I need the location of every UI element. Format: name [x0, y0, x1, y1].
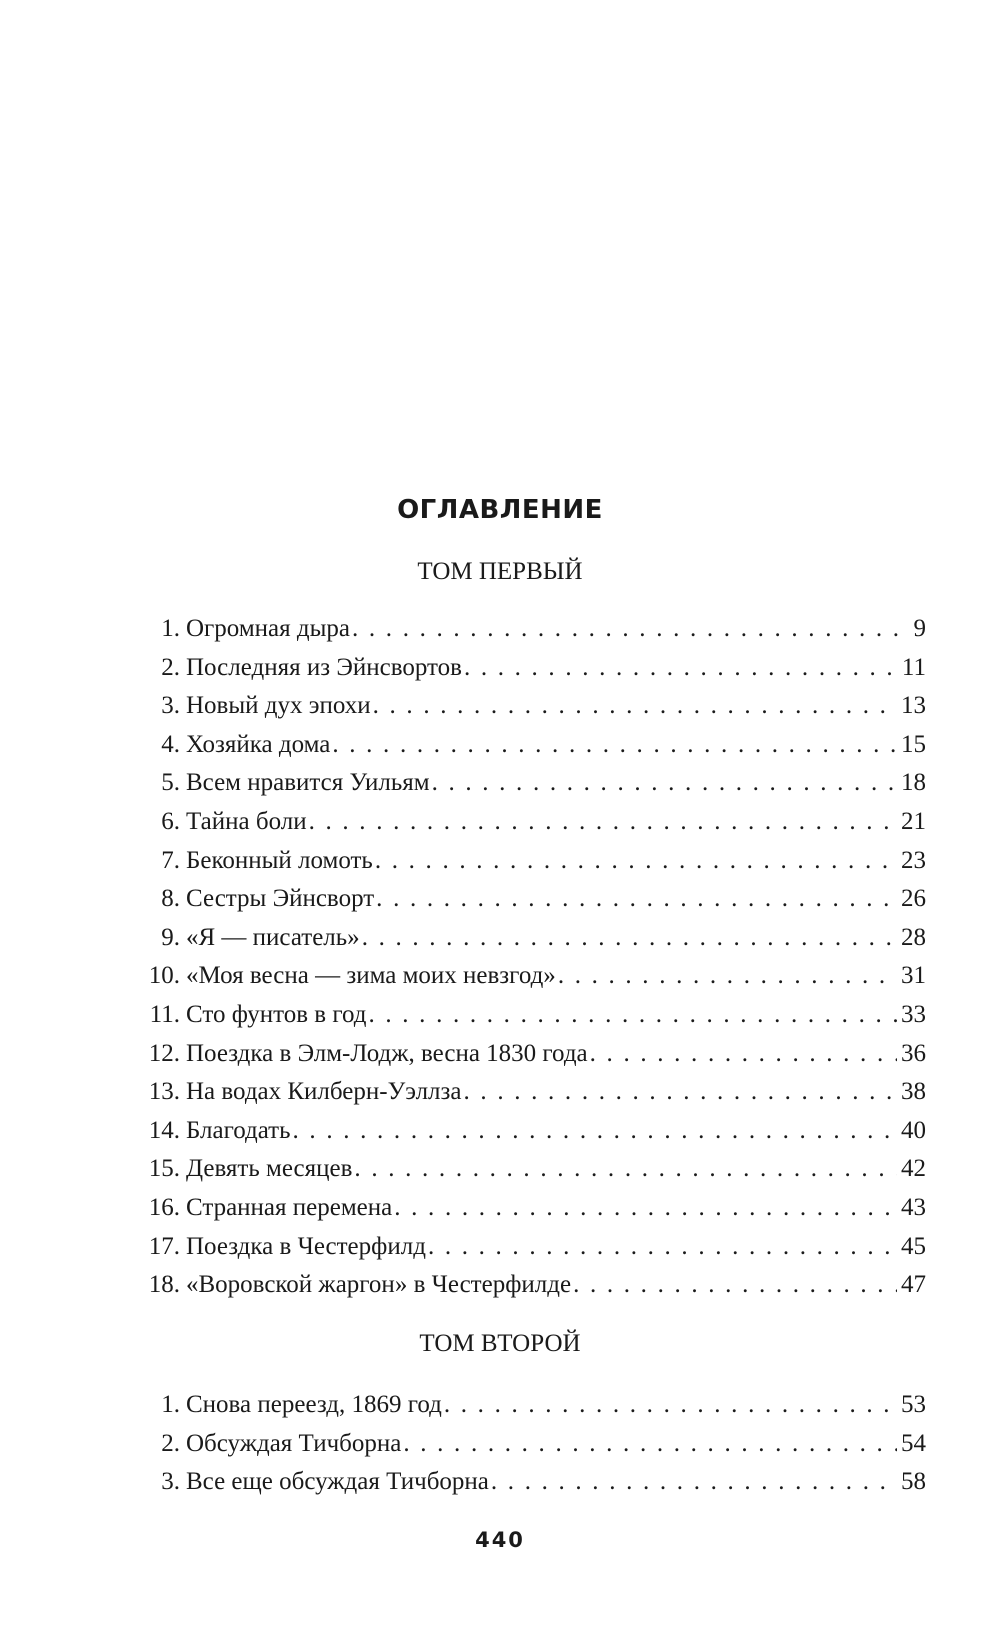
dot-leader [332, 726, 897, 764]
toc-list-volume-1 [140, 610, 926, 1305]
entry-title: Девять месяцев [186, 1155, 353, 1183]
toc-entry [140, 803, 926, 842]
entry-title: «Моя весна — зима моих невзгод» [186, 962, 556, 990]
toc-entry [140, 842, 926, 881]
entry-title: Обсуждая Тичборна [186, 1429, 402, 1457]
entry-page-number: 54 [901, 1429, 926, 1457]
entry-number: 15. [148, 1155, 180, 1183]
entry-title: Сестры Эйнсворт [186, 885, 375, 913]
entry-page-number: 58 [901, 1468, 926, 1496]
entry-number: 17. [148, 1232, 180, 1260]
entry-title: «Воровской жаргон» в Честерфилде [186, 1271, 572, 1299]
entry-title: Хозяйка дома [186, 730, 331, 758]
toc-entry [140, 764, 926, 803]
dot-leader [464, 1073, 897, 1111]
toc-entry [140, 996, 926, 1035]
dot-leader [293, 1112, 897, 1150]
entry-title: Снова переезд, 1869 год [186, 1391, 442, 1418]
toc-entry [140, 1112, 926, 1151]
dot-leader [558, 957, 897, 995]
toc-entry [140, 1150, 926, 1189]
dot-leader [432, 764, 897, 802]
dot-leader [590, 1035, 897, 1073]
toc-entry [140, 919, 926, 958]
toc-entry [140, 610, 926, 649]
entry-title: Тайна боли [186, 807, 307, 835]
entry-number: 9. [161, 923, 180, 951]
entry-page-number: 42 [901, 1155, 926, 1183]
entry-number: 3. [161, 1468, 180, 1496]
entry-number: 14. [148, 1116, 180, 1144]
dot-leader [373, 687, 897, 725]
entry-page-number: 53 [901, 1391, 926, 1418]
entry-number: 4. [161, 730, 180, 758]
entry-title: Всем нравится Уильям [186, 769, 430, 797]
entry-page-number: 45 [901, 1232, 926, 1260]
entry-number: 1. [161, 615, 180, 642]
entry-number: 10. [148, 962, 180, 990]
entry-page-number: 11 [901, 653, 926, 681]
entry-title: Странная перемена [186, 1193, 393, 1221]
entry-page-number: 23 [901, 846, 926, 874]
entry-page-number: 47 [901, 1271, 926, 1299]
entry-page-number: 21 [901, 807, 926, 835]
page-number: 440 [475, 1528, 525, 1552]
entry-title: Огромная дыра [186, 615, 350, 642]
toc-entry [140, 1266, 926, 1305]
entry-number: 13. [148, 1078, 180, 1106]
entry-title: Поездка в Элм-Лодж, весна 1830 года [186, 1039, 588, 1067]
dot-leader [352, 610, 898, 648]
entry-number: 8. [161, 885, 180, 913]
toc-entry [140, 649, 926, 688]
dot-leader [491, 1463, 897, 1501]
toc-entry [140, 880, 926, 919]
entry-page-number: 13 [901, 692, 926, 720]
toc-entry [140, 957, 926, 996]
dot-leader [368, 996, 897, 1034]
dot-leader [354, 1150, 897, 1188]
dot-leader [464, 649, 898, 687]
entry-page-number: 43 [901, 1193, 926, 1221]
page-title: ОГЛАВЛЕНИЕ [397, 495, 603, 525]
entry-title: Новый дух эпохи [186, 692, 371, 720]
toc-entry [140, 687, 926, 726]
entry-page-number: 40 [901, 1116, 926, 1144]
dot-leader [309, 803, 897, 841]
entry-number: 5. [161, 769, 180, 797]
toc-entry [140, 1189, 926, 1228]
dot-leader [403, 1425, 897, 1463]
toc-entry [140, 1228, 926, 1267]
toc-entry [140, 1425, 926, 1464]
entry-number: 1. [161, 1391, 180, 1418]
entry-title: Поездка в Честерфилд [186, 1232, 426, 1260]
entry-number: 12. [148, 1039, 180, 1067]
toc-entry [140, 726, 926, 765]
entry-title: На водах Килберн-Уэллза [186, 1078, 462, 1106]
entry-page-number: 31 [901, 962, 926, 990]
entry-number: 2. [161, 653, 180, 681]
toc-entry [140, 1073, 926, 1112]
entry-page-number: 33 [901, 1000, 926, 1028]
entry-title: Последняя из Эйнсвортов [186, 653, 462, 681]
entry-page-number: 9 [913, 615, 926, 642]
dot-leader [444, 1386, 897, 1424]
volume-heading-1: ТОМ ПЕРВЫЙ [417, 558, 583, 585]
dot-leader [375, 842, 897, 880]
entry-page-number: 15 [901, 730, 926, 758]
entry-number: 16. [148, 1193, 180, 1221]
entry-title: «Я — писатель» [186, 923, 360, 951]
entry-title: Беконный ломоть [186, 846, 373, 874]
entry-number: 3. [161, 692, 180, 720]
entry-number: 18. [148, 1271, 180, 1299]
entry-page-number: 26 [901, 885, 926, 913]
entry-page-number: 28 [901, 923, 926, 951]
dot-leader [394, 1189, 897, 1227]
dot-leader [362, 919, 897, 957]
toc-entry [140, 1386, 926, 1425]
entry-number: 2. [161, 1429, 180, 1457]
dot-leader [428, 1228, 897, 1266]
toc-entry [140, 1035, 926, 1074]
entry-page-number: 18 [901, 769, 926, 797]
toc-list-volume-2 [140, 1386, 926, 1502]
entry-page-number: 38 [901, 1078, 926, 1106]
entry-title: Сто фунтов в год [186, 1000, 367, 1028]
entry-title: Благодать [186, 1116, 291, 1144]
entry-number: 7. [161, 846, 180, 874]
dot-leader [573, 1266, 897, 1304]
entry-number: 6. [161, 807, 180, 835]
entry-title: Все еще обсуждая Тичборна [186, 1468, 489, 1496]
toc-entry [140, 1463, 926, 1502]
entry-page-number: 36 [901, 1039, 926, 1067]
dot-leader [376, 880, 897, 918]
entry-number: 11. [149, 1000, 180, 1028]
volume-heading-2: ТОМ ВТОРОЙ [419, 1330, 581, 1357]
